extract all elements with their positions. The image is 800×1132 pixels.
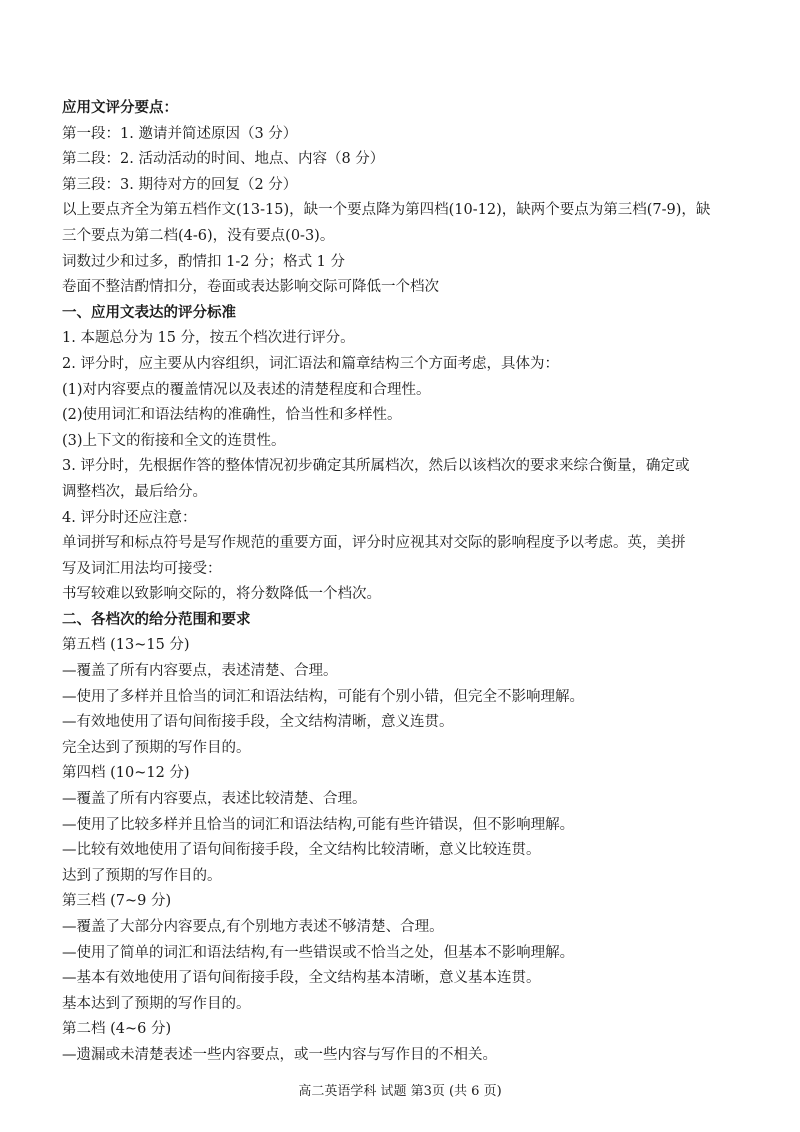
- paragraph-line: (1)对内容要点的覆盖情况以及表述的清楚程度和合理性。: [62, 381, 431, 398]
- section-heading: 一、应用文表达的评分标准: [62, 304, 236, 321]
- page-footer: 高二英语学科 试题 第3页 (共 6 页): [298, 1084, 502, 1099]
- paragraph-line: 三个要点为第二档(4-6)，没有要点(0-3)。: [62, 227, 335, 244]
- paragraph-line: —有效地使用了语句间衔接手段，全文结构清晰，意义连贯。: [62, 714, 454, 731]
- paragraph-line: 第三段：3. 期待对方的回复（2 分）: [62, 176, 298, 193]
- paragraph-line: 第二段：2. 活动活动的时间、地点、内容（8 分）: [62, 151, 385, 168]
- paragraph-line: —覆盖了大部分内容要点,有个别地方表述不够清楚、合理。: [62, 919, 444, 935]
- paragraph-line: 以上要点齐全为第五档作文(13-15)，缺一个要点降为第四档(10-12)，缺两个要点为第三档(7-9)，缺: [62, 202, 711, 219]
- grade-level-heading: 第三档 (7~9 分): [62, 893, 172, 910]
- paragraph-line: —覆盖了所有内容要点，表述比较清楚、合理。: [62, 791, 367, 808]
- paragraph-line: 单词拼写和标点符号是写作规范的重要方面，评分时应视其对交际的影响程度予以考虑。英，美拼: [62, 535, 686, 552]
- paragraph-line: —基本有效地使用了语句间衔接手段，全文结构基本清晰，意义基本连贯。: [62, 970, 541, 987]
- grade-level-heading: 第五档 (13~15 分): [62, 637, 190, 654]
- section-heading: 应用文评分要点：: [62, 100, 178, 116]
- section-heading: 二、各档次的给分范围和要求: [62, 611, 251, 628]
- paragraph-line: 3. 评分时，先根据作答的整体情况初步确定其所属档次，然后以该档次的要求来综合衡量，确定或: [62, 458, 690, 475]
- paragraph-line: —使用了多样并且恰当的词汇和语法结构，可能有个别小错，但完全不影响理解。: [62, 688, 584, 705]
- paragraph-line: 调整档次，最后给分。: [62, 483, 207, 500]
- paragraph-line: 词数过少和过多，酌情扣 1-2 分；格式 1 分: [62, 253, 346, 270]
- paragraph-line: 4. 评分时还应注意：: [62, 509, 197, 526]
- paragraph-line: 完全达到了预期的写作目的。: [62, 739, 251, 756]
- paragraph-line: 第一段：1. 邀请并简述原因（3 分）: [62, 125, 298, 142]
- paragraph-line: 写及词汇用法均可接受：: [62, 560, 222, 577]
- document-body: [62, 98, 762, 1071]
- paragraph-line: —覆盖了所有内容要点，表述清楚、合理。: [62, 663, 338, 680]
- paragraph-line: 1. 本题总分为 15 分，按五个档次进行评分。: [62, 330, 355, 347]
- paragraph-line: (2)使用词汇和语法结构的准确性，恰当性和多样性。: [62, 407, 402, 424]
- paragraph-line: 2. 评分时，应主要从内容组织，词汇语法和篇章结构三个方面考虑，具体为：: [62, 355, 559, 372]
- paragraph-line: —遗漏或未清楚表述一些内容要点，或一些内容与写作目的不相关。: [62, 1046, 497, 1063]
- grade-level-heading: 第二档 (4~6 分): [62, 1021, 172, 1038]
- paragraph-line: —使用了简单的词汇和语法结构,有一些错误或不恰当之处，但基本不影响理解。: [62, 944, 575, 961]
- paragraph-line: —使用了比较多样并且恰当的词汇和语法结构,可能有些许错误，但不影响理解。: [62, 816, 575, 833]
- grade-level-heading: 第四档 (10~12 分): [62, 765, 190, 782]
- paragraph-line: 卷面不整洁酌情扣分，卷面或表达影响交际可降低一个档次: [62, 279, 439, 296]
- paragraph-line: 基本达到了预期的写作目的。: [62, 995, 251, 1012]
- paragraph-line: 书写较难以致影响交际的，将分数降低一个档次。: [62, 586, 381, 603]
- paragraph-line: 达到了预期的写作目的。: [62, 867, 222, 884]
- paragraph-line: (3)上下文的衔接和全文的连贯性。: [62, 432, 286, 449]
- paragraph-line: —比较有效地使用了语句间衔接手段，全文结构比较清晰，意义比较连贯。: [62, 842, 541, 859]
